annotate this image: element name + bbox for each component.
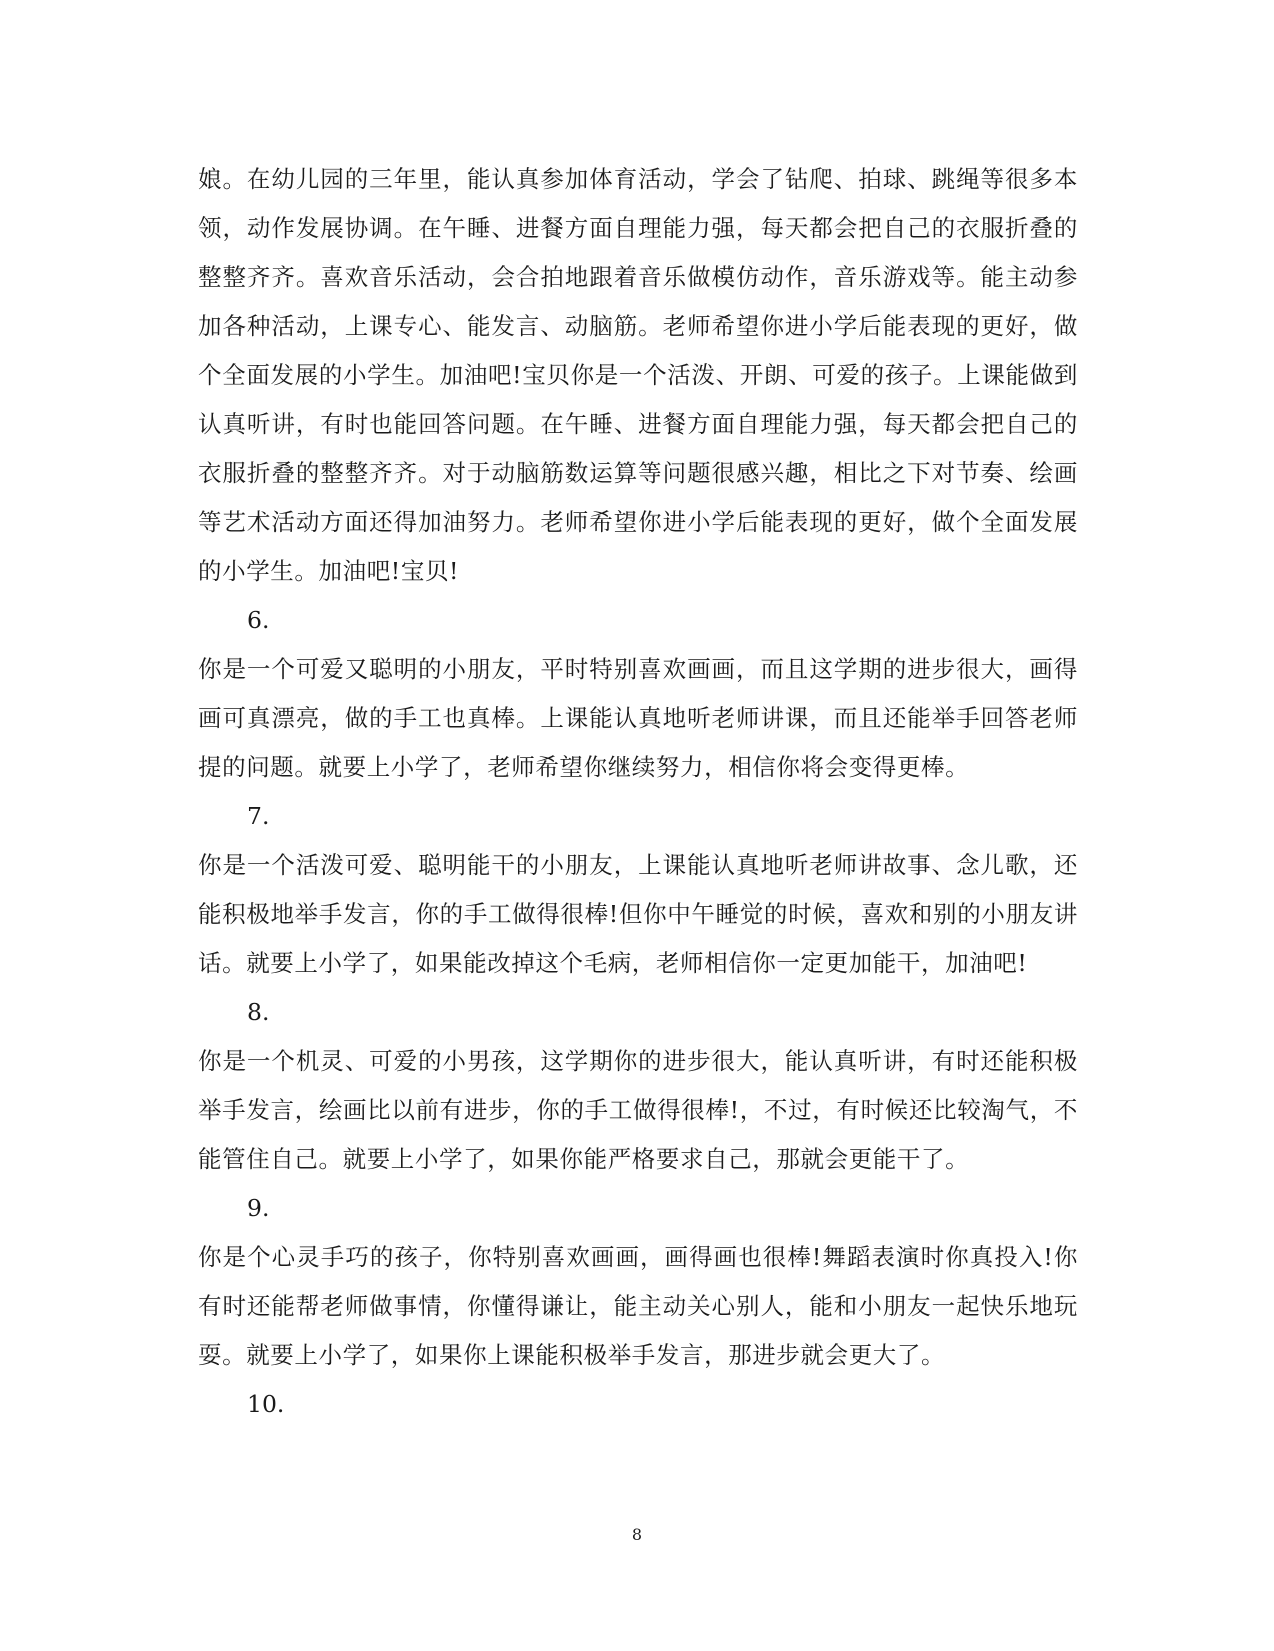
page-number: 8 [631, 1525, 643, 1544]
paragraph-item-8: 你是一个机灵、可爱的小男孩，这学期你的进步很大，能认真听讲，有时还能积极举手发言，绘画比以前有进步，你的手工做得很棒!，不过，有时候还比较淘气，不能管住自己。就要上小学了，如果你能严格要求自己，那就会更能干了。 [198, 1047, 1078, 1173]
item-number-8: 8. [247, 998, 270, 1026]
item-number-9: 9. [247, 1194, 270, 1222]
item-number-6: 6. [247, 606, 270, 634]
paragraph-item-6: 你是一个可爱又聪明的小朋友，平时特别喜欢画画，而且这学期的进步很大，画得画可真漂亮，做的手工也真棒。上课能认真地听老师讲课，而且还能举手回答老师提的问题。就要上小学了，老师希望你继续努力，相信你将会变得更棒。 [198, 655, 1078, 781]
paragraph-item-9: 你是个心灵手巧的孩子，你特别喜欢画画，画得画也很棒!舞蹈表演时你真投入!你有时还能帮老师做事情，你懂得谦让，能主动关心别人，能和小朋友一起快乐地玩耍。就要上小学了，如果你上课能积极举手发言，那进步就会更大了。 [198, 1243, 1078, 1369]
paragraph-item-7: 你是一个活泼可爱、聪明能干的小朋友，上课能认真地听老师讲故事、念儿歌，还能积极地举手发言，你的手工做得很棒!但你中午睡觉的时候，喜欢和别的小朋友讲话。就要上小学了，如果能改掉这个毛病，老师相信你一定更加能干，加油吧! [198, 851, 1078, 977]
paragraph-intro: 娘。在幼儿园的三年里，能认真参加体育活动，学会了钻爬、拍球、跳绳等很多本领，动作发展协调。在午睡、进餐方面自理能力强，每天都会把自己的衣服折叠的整整齐齐。喜欢音乐活动，会合拍地跟着音乐做模仿动作，音乐游戏等。能主动参加各种活动，上课专心、能发言、动脑筋。老师希望你进小学后能表现的更好，做个全面发展的小学生。加油吧!宝贝你是一个活泼、开朗、可爱的孩子。上课能做到认真听讲，有时也能回答问题。在午睡、进餐方面自理能力强，每天都会把自己的衣服折叠的整整齐齐。对于动脑筋数运算等问题很感兴趣，相比之下对节奏、绘画等艺术活动方面还得加油努力。老师希望你进小学后能表现的更好，做个全面发展的小学生。加油吧!宝贝! [198, 165, 1078, 585]
document-body [198, 155, 1078, 1429]
item-number-10: 10. [247, 1390, 285, 1418]
item-number-7: 7. [247, 802, 270, 830]
